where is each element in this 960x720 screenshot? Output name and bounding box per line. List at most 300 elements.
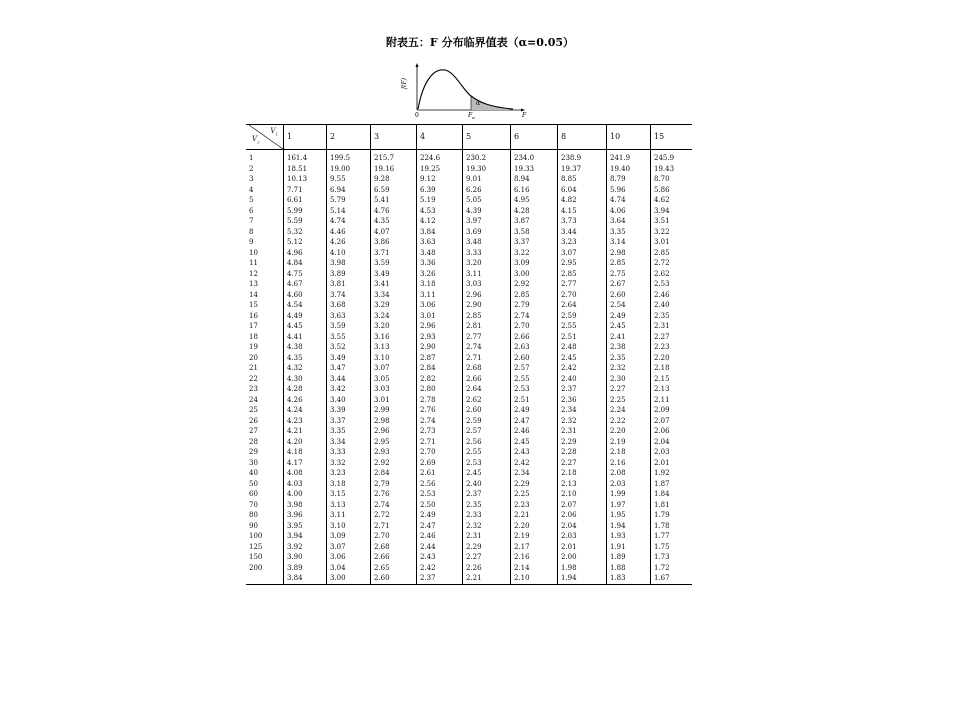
row-label: 18 [249, 332, 258, 341]
table-cell: 2.32 [558, 416, 607, 427]
table-cell: 1.84 [651, 489, 693, 500]
table-row [246, 290, 692, 301]
table-cell: 4.74 [607, 195, 651, 206]
table-cell: 2.01 [558, 542, 607, 553]
table-cell: 1.91 [607, 542, 651, 553]
table-cell: 4.54 [284, 300, 327, 311]
table-cell: 1.95 [607, 510, 651, 521]
table-cell: 1.98 [558, 563, 607, 574]
table-cell: 3.06 [417, 300, 463, 311]
table-cell: 3.44 [558, 227, 607, 238]
table-cell: 2.60 [511, 353, 558, 364]
column-header: 15 [651, 125, 693, 150]
table-cell: 2.64 [558, 300, 607, 311]
table-cell: 2.70 [558, 290, 607, 301]
table-cell: 2.71 [463, 353, 511, 364]
table-cell: 3.94 [651, 206, 693, 217]
row-label: 6 [249, 206, 254, 215]
table-cell: 241.9 [607, 150, 651, 164]
table-cell: 3.35 [327, 426, 371, 437]
table-cell: 3.22 [651, 227, 693, 238]
table-cell: 4.24 [284, 405, 327, 416]
table-cell: 2.31 [651, 321, 693, 332]
table-cell: 2.23 [651, 342, 693, 353]
table-cell: 2.56 [417, 479, 463, 490]
table-cell: 18.51 [284, 164, 327, 175]
table-cell: 2.44 [417, 542, 463, 553]
table-cell: 4.30 [284, 374, 327, 385]
table-cell: 3.90 [284, 552, 327, 563]
curve-area-label: α [476, 100, 481, 107]
table-cell: 3.14 [607, 237, 651, 248]
table-cell: 2.13 [651, 384, 693, 395]
row-label: 15 [249, 301, 258, 309]
table-cell: 4.07 [371, 227, 417, 238]
table-row [246, 563, 692, 574]
row-label: 2 [249, 164, 254, 173]
table-cell: 2.72 [371, 510, 417, 521]
table-cell: 2.20 [511, 521, 558, 532]
table-cell: 2.73 [417, 426, 463, 437]
table-cell: 2.40 [463, 479, 511, 490]
table-cell: 4.39 [463, 206, 511, 217]
table-cell: 1.73 [651, 552, 693, 563]
table-cell: 2.51 [511, 395, 558, 406]
table-cell: 1.88 [607, 563, 651, 574]
table-cell: 2.17 [511, 542, 558, 553]
table-cell: 2.69 [417, 458, 463, 469]
table-cell: 2.37 [417, 573, 463, 584]
table-cell: 2.62 [463, 395, 511, 406]
table-cell: 2.66 [511, 332, 558, 343]
table-cell: 2.98 [371, 416, 417, 427]
table-cell: 2.25 [511, 489, 558, 500]
table-cell: 4.76 [371, 206, 417, 217]
table-cell: 19.33 [511, 164, 558, 175]
table-cell: 2.84 [371, 468, 417, 479]
table-cell: 2.93 [417, 332, 463, 343]
table-cell: 2.74 [371, 500, 417, 511]
table-cell: 3.87 [511, 216, 558, 227]
table-cell: 2.43 [511, 447, 558, 458]
table-row [246, 300, 692, 311]
table-row [246, 279, 692, 290]
table-cell: 2.60 [463, 405, 511, 416]
table-cell: 3.84 [284, 573, 327, 584]
table-cell: 2.50 [417, 500, 463, 511]
table-cell: 4.46 [327, 227, 371, 238]
table-cell: 2.76 [371, 489, 417, 500]
table-row [246, 258, 692, 269]
table-cell: 2.43 [417, 552, 463, 563]
table-row [246, 552, 692, 563]
table-cell: 2.53 [651, 279, 693, 290]
table-cell: 4.38 [284, 342, 327, 353]
table-row [246, 248, 692, 259]
table-cell: 1.79 [651, 510, 693, 521]
table-cell: 3.51 [651, 216, 693, 227]
table-cell: 3.59 [327, 321, 371, 332]
table-cell: 2.45 [511, 437, 558, 448]
table-cell: 3.71 [371, 248, 417, 259]
table-cell: 5.12 [284, 237, 327, 248]
table-cell: 2.66 [463, 374, 511, 385]
table-cell: 6.16 [511, 185, 558, 196]
table-cell: 2.48 [558, 342, 607, 353]
table-cell: 3.94 [284, 531, 327, 542]
table-cell: 2.00 [558, 552, 607, 563]
table-cell: 3.48 [417, 248, 463, 259]
table-cell: 8.94 [511, 174, 558, 185]
table-cell: 3.11 [327, 510, 371, 521]
table-cell: 2.07 [558, 500, 607, 511]
table-cell: 4.08 [284, 468, 327, 479]
row-label: 1 [249, 154, 254, 162]
table-cell: 2.55 [511, 374, 558, 385]
table-cell: 9.12 [417, 174, 463, 185]
row-label: 21 [249, 364, 258, 372]
table-cell: 2.61 [417, 468, 463, 479]
table-cell: 2.96 [371, 426, 417, 437]
table-cell: 19.25 [417, 164, 463, 175]
table-cell: 3.01 [417, 311, 463, 322]
table-cell: 3.48 [463, 237, 511, 248]
table-cell: 4.03 [284, 479, 327, 490]
row-label: 30 [249, 458, 258, 467]
table-cell: 2.55 [558, 321, 607, 332]
curve-ylabel: f(F) [401, 77, 409, 90]
table-cell: 2.29 [558, 437, 607, 448]
table-row [246, 311, 692, 322]
table-cell: 2.92 [371, 458, 417, 469]
table-cell: 2.19 [511, 531, 558, 542]
table-cell: 3.01 [371, 395, 417, 406]
table-row [246, 426, 692, 437]
table-cell: 4.82 [558, 195, 607, 206]
table-cell: 2.62 [651, 269, 693, 280]
row-label: 13 [249, 280, 258, 288]
table-cell: 2.27 [463, 552, 511, 563]
table-cell: 2.31 [558, 426, 607, 437]
column-header: 5 [463, 125, 511, 150]
table-cell: 2.78 [417, 395, 463, 406]
table-cell: 2.57 [463, 426, 511, 437]
table-cell: 2.46 [651, 290, 693, 301]
curve-xlabel: F [522, 112, 527, 119]
table-cell: 6.61 [284, 195, 327, 206]
table-cell: 3.00 [327, 573, 371, 584]
table-cell: 3.35 [607, 227, 651, 238]
row-label: 27 [249, 427, 258, 435]
table-cell: 3.97 [463, 216, 511, 227]
table-cell: 3.11 [417, 290, 463, 301]
table-cell: 2.84 [417, 363, 463, 374]
table-cell: 1.89 [607, 552, 651, 563]
table-cell: 5.86 [651, 185, 693, 196]
row-label: 22 [249, 374, 258, 383]
table-cell: 8.79 [607, 174, 651, 185]
table-cell: 1.97 [607, 500, 651, 511]
table-cell: 2.21 [511, 510, 558, 521]
table-cell: 3.07 [558, 248, 607, 259]
table-cell: 2.16 [511, 552, 558, 563]
table-row [246, 468, 692, 479]
row-label: 50 [249, 479, 258, 488]
row-label: 14 [249, 290, 258, 299]
table-cell: 215.7 [371, 150, 417, 164]
table-row [246, 416, 692, 427]
table-cell: 2.85 [558, 269, 607, 280]
table-cell: 2.68 [371, 542, 417, 553]
table-cell: 4.18 [284, 447, 327, 458]
table-cell: 2.40 [558, 374, 607, 385]
table-cell: 4.32 [284, 363, 327, 374]
row-label: 7 [249, 217, 254, 225]
table-cell: 2.71 [371, 521, 417, 532]
table-cell: 1.99 [607, 489, 651, 500]
table-cell: 3.07 [371, 363, 417, 374]
table-cell: 3.86 [371, 237, 417, 248]
table-cell: 2.87 [417, 353, 463, 364]
table-cell: 9.01 [463, 174, 511, 185]
table-cell: 2.85 [651, 248, 693, 259]
table-cell: 3.74 [327, 290, 371, 301]
table-cell: 2.26 [463, 563, 511, 574]
table-cell: 3.69 [463, 227, 511, 238]
table-cell: 3.34 [327, 437, 371, 448]
table-cell: 6.94 [327, 185, 371, 196]
table-cell: 4.26 [284, 395, 327, 406]
table-cell: 3.89 [327, 269, 371, 280]
table-cell: 1.67 [651, 573, 693, 584]
table-cell: 2.96 [463, 290, 511, 301]
table-row [246, 489, 692, 500]
f-distribution-diagram [401, 62, 545, 124]
table-cell: 4.35 [371, 216, 417, 227]
table-row [246, 150, 692, 164]
table-cell: 2.76 [417, 405, 463, 416]
column-header: 8 [558, 125, 607, 150]
table-cell: 2.32 [607, 363, 651, 374]
table-cell: 2.46 [417, 531, 463, 542]
corner-cell [246, 125, 284, 150]
table-cell: 3.44 [327, 374, 371, 385]
table-cell: 4.53 [417, 206, 463, 217]
table-cell: 2.37 [558, 384, 607, 395]
table-row [246, 500, 692, 511]
table-cell: 2.66 [371, 552, 417, 563]
table-row [246, 395, 692, 406]
table-cell: 2.60 [607, 290, 651, 301]
table-cell: 5.96 [607, 185, 651, 196]
row-label: 70 [249, 500, 258, 509]
table-cell: 4.26 [327, 237, 371, 248]
table-cell: 2.25 [607, 395, 651, 406]
table-cell: 6.26 [463, 185, 511, 196]
table-cell: 2.68 [463, 363, 511, 374]
table-cell: 3.64 [607, 216, 651, 227]
table-cell: 2.54 [607, 300, 651, 311]
table-cell: 3.18 [417, 279, 463, 290]
table-cell: 2.38 [607, 342, 651, 353]
row-label: 25 [249, 406, 258, 414]
table-cell: 9.55 [327, 174, 371, 185]
table-cell: 2.60 [371, 573, 417, 584]
table-cell: 2.70 [511, 321, 558, 332]
table-row [246, 353, 692, 364]
table-cell: 1.75 [651, 542, 693, 553]
table-cell: 2.21 [463, 573, 511, 584]
table-cell: 4.96 [284, 248, 327, 259]
table-cell: 1.94 [607, 521, 651, 532]
table-cell: 2.53 [511, 384, 558, 395]
table-cell: 6.04 [558, 185, 607, 196]
table-cell: 3.95 [284, 521, 327, 532]
table-cell: 2.34 [558, 405, 607, 416]
table-cell: 3.52 [327, 342, 371, 353]
table-cell: 2.96 [417, 321, 463, 332]
row-label: 9 [249, 238, 254, 246]
table-cell: 4.74 [327, 216, 371, 227]
curve-origin: 0 [415, 112, 419, 119]
table-cell: 2.18 [558, 468, 607, 479]
table-cell: 199.5 [327, 150, 371, 164]
table-cell: 2.08 [607, 468, 651, 479]
table-row [246, 542, 692, 553]
table-row [246, 384, 692, 395]
table-cell: 2.10 [511, 573, 558, 584]
table-cell: 2.51 [558, 332, 607, 343]
row-label: 100 [249, 532, 263, 540]
table-cell: 3.41 [371, 279, 417, 290]
table-cell: 3.98 [327, 258, 371, 269]
table-cell: 2.95 [558, 258, 607, 269]
row-label: 40 [249, 469, 258, 477]
row-label: 24 [249, 395, 258, 404]
table-cell: 1.92 [651, 468, 693, 479]
row-label: 90 [249, 521, 258, 530]
table-cell: 4.28 [284, 384, 327, 395]
table-cell: 2.47 [417, 521, 463, 532]
table-cell: 3.09 [327, 531, 371, 542]
table-row [246, 521, 692, 532]
table-cell: 2.92 [511, 279, 558, 290]
column-header: 3 [371, 125, 417, 150]
row-label: 8 [249, 227, 254, 236]
table-cell: 3.10 [371, 353, 417, 364]
table-cell: 2.03 [558, 531, 607, 542]
table-cell: 19.43 [651, 164, 693, 175]
row-label: 26 [249, 416, 258, 425]
table-cell: 2.90 [417, 342, 463, 353]
table-cell: 2.79 [511, 300, 558, 311]
table-cell: 2.95 [371, 437, 417, 448]
table-cell: 2.24 [607, 405, 651, 416]
table-row [246, 479, 692, 490]
table-cell: 1.77 [651, 531, 693, 542]
table-cell: 2.49 [607, 311, 651, 322]
row-label: 10 [249, 248, 258, 257]
table-cell: 2.09 [651, 405, 693, 416]
row-label: 12 [249, 269, 258, 278]
table-cell: 224.6 [417, 150, 463, 164]
table-cell: 2.07 [651, 416, 693, 427]
row-label: 60 [249, 490, 258, 498]
table-cell: 4.75 [284, 269, 327, 280]
table-cell: 2.30 [607, 374, 651, 385]
table-cell: 3.11 [463, 269, 511, 280]
table-cell: 2.45 [463, 468, 511, 479]
table-cell: 3.63 [417, 237, 463, 248]
table-cell: 2.03 [651, 447, 693, 458]
table-cell: 2.75 [607, 269, 651, 280]
table-cell: 2.20 [607, 426, 651, 437]
table-cell: 6.39 [417, 185, 463, 196]
table-cell: 2.82 [417, 374, 463, 385]
table-cell: 3.23 [327, 468, 371, 479]
table-cell: 2.45 [558, 353, 607, 364]
table-cell: 4.84 [284, 258, 327, 269]
v2-label: $V_2$ [252, 135, 260, 145]
table-cell: 3.92 [284, 542, 327, 553]
table-cell: 234.0 [511, 150, 558, 164]
table-cell: 2.35 [463, 500, 511, 511]
column-header: 4 [417, 125, 463, 150]
table-cell: 2.37 [463, 489, 511, 500]
table-cell: 5.79 [327, 195, 371, 206]
table-cell: 2.90 [463, 300, 511, 311]
table-cell: 2.70 [371, 531, 417, 542]
table-cell: 3.15 [327, 489, 371, 500]
table-cell: 4.45 [284, 321, 327, 332]
table-cell: 2.11 [651, 395, 693, 406]
table-cell: 2.23 [511, 500, 558, 511]
table-cell: 3.84 [417, 227, 463, 238]
table-cell: 3.98 [284, 500, 327, 511]
table-cell: 2.29 [463, 542, 511, 553]
table-cell: 2.56 [463, 437, 511, 448]
table-row [246, 332, 692, 343]
table-row [246, 227, 692, 238]
table-cell: 19.30 [463, 164, 511, 175]
table-cell: 2.22 [607, 416, 651, 427]
table-cell: 3.05 [371, 374, 417, 385]
table-cell: 238.9 [558, 150, 607, 164]
table-row [246, 342, 692, 353]
table-cell: 2.57 [511, 363, 558, 374]
row-label: 20 [249, 353, 258, 362]
table-cell: 161.4 [284, 150, 327, 164]
table-cell: 2.20 [651, 353, 693, 364]
table-cell: 2.10 [558, 489, 607, 500]
table-cell: 4.49 [284, 311, 327, 322]
table-cell: 4.15 [558, 206, 607, 217]
table-cell: 230.2 [463, 150, 511, 164]
table-cell: 2.98 [607, 248, 651, 259]
table-cell: 1.83 [607, 573, 651, 584]
table-cell: 3.68 [327, 300, 371, 311]
table-cell: 2.74 [463, 342, 511, 353]
table-cell: 2.40 [651, 300, 693, 311]
table-cell: 8.70 [651, 174, 693, 185]
table-cell: 9.28 [371, 174, 417, 185]
row-label: 17 [249, 322, 258, 330]
table-row [246, 437, 692, 448]
row-label: 150 [249, 553, 263, 561]
table-header-row [246, 125, 692, 150]
table-cell: 2.55 [463, 447, 511, 458]
table-cell: 3.63 [327, 311, 371, 322]
